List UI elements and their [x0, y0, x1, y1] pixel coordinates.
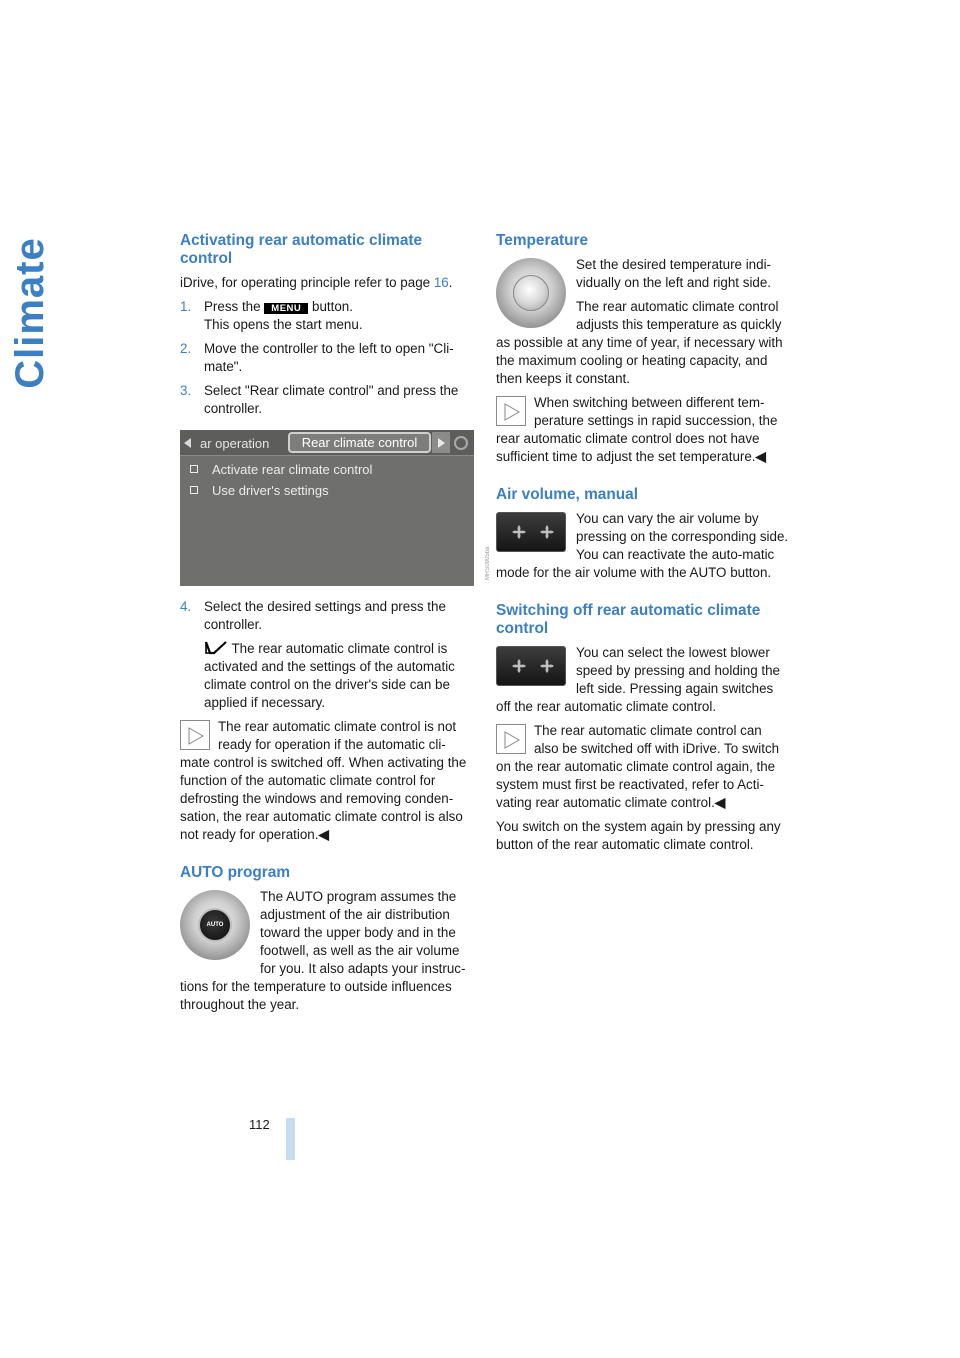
fan-left-icon	[511, 658, 527, 674]
step-number: 1.	[180, 299, 192, 314]
step-number: 4.	[180, 599, 192, 614]
step-number: 3.	[180, 383, 192, 398]
temperature-text-2: The rear automatic climate control adjusts this temperature as quickly as possible at any time of year, if necessary with the maximum cooling or heating capacity, and then keeps it constant.	[496, 299, 783, 386]
temperature-block	[496, 256, 790, 388]
right-column	[496, 232, 790, 860]
temperature-dial-icon	[496, 258, 566, 328]
intro-text: iDrive, for operating principle refer to page	[180, 275, 434, 290]
step-text: Select "Rear climate control" and press the controller.	[204, 383, 459, 416]
idrive-screen	[180, 430, 474, 586]
step-3	[180, 382, 474, 418]
note-arrow-icon	[496, 724, 526, 754]
left-column	[180, 232, 474, 1020]
step-1	[180, 298, 474, 334]
step-text: button.	[308, 299, 353, 314]
auto-dial-image	[180, 890, 250, 960]
step-2	[180, 340, 474, 376]
step-4	[180, 598, 474, 634]
step-text: Press the	[204, 299, 265, 314]
steps-list-cont	[180, 598, 474, 634]
auto-button-label: AUTO	[198, 908, 232, 942]
checkbox-icon	[190, 465, 198, 473]
fan-button-image	[496, 512, 566, 552]
page-bar	[286, 1118, 295, 1160]
temperature-text-1: Set the desired temperature indi-vidually on the left and right side.	[576, 257, 772, 290]
fan-button-icon	[496, 512, 566, 552]
page-number: 112	[249, 1117, 270, 1132]
check-note-text: The rear automatic climate control is activated and the settings of the automatic climate control on the driver's side can be applied if necessary.	[204, 641, 455, 710]
end-mark: ◀	[755, 449, 766, 464]
dial-inner	[513, 275, 549, 311]
fan-left-icon	[511, 524, 527, 540]
option-label: Use driver's settings	[212, 483, 329, 498]
image-code: MRS0905ba	[485, 546, 491, 580]
fan-button-image	[496, 646, 566, 686]
screen-option-drivers[interactable]	[190, 482, 329, 500]
note-temperature	[496, 394, 790, 466]
screen-tab-prev[interactable]: ar operation	[200, 436, 270, 451]
heading-temperature: Temperature	[496, 232, 589, 249]
page-link[interactable]: 16	[433, 275, 449, 290]
note-switch-off	[496, 722, 790, 812]
switch-on-again-text: You switch on the system again by pressing any button of the rear automatic climate control.	[496, 819, 781, 852]
heading-air-volume: Air volume, manual	[496, 486, 638, 503]
intro-suffix: .	[448, 275, 453, 290]
air-volume-block	[496, 510, 790, 582]
arrow-right-icon[interactable]	[438, 438, 445, 448]
note-arrow-icon	[496, 396, 526, 426]
switch-off-text: You can select the lowest blower speed by pressing and holding the left side. Pressing again switches off the rear automatic climate control.	[496, 645, 780, 714]
heading-auto: AUTO program	[180, 864, 291, 881]
intro-paragraph	[180, 274, 474, 292]
note-not-ready	[180, 718, 474, 844]
checkmark-icon	[204, 641, 228, 655]
note-text: The rear automatic climate control is not ready for operation if the automatic cli-mate control is switched off. When activating the function of the automatic climate control for defrosting the windows and removing conden-sation, the rear automatic climate control is also not ready for operation.	[180, 719, 467, 842]
note-text: When switching between different tem-perature settings in rapid succession, the rear automatic climate control does not have sufficient time to adjust the set temperature.	[496, 395, 778, 464]
fan-button-icon	[496, 646, 566, 686]
menu-key-icon: MENU	[264, 303, 308, 314]
temperature-dial-image	[496, 258, 566, 328]
controller-icon	[454, 436, 468, 450]
auto-block	[180, 888, 474, 1014]
step-text: This opens the start menu.	[204, 317, 363, 332]
steps-list	[180, 298, 474, 418]
air-volume-text: You can vary the air volume by pressing on the corresponding side. You can reactivate the auto-matic mode for the air volume with the AUTO button.	[496, 511, 789, 580]
step-number: 2.	[180, 341, 192, 356]
check-note	[180, 640, 474, 712]
auto-dial-icon	[180, 890, 250, 960]
fan-right-icon	[539, 658, 555, 674]
switch-off-block	[496, 644, 790, 716]
option-label: Activate rear climate control	[212, 462, 373, 477]
auto-text: The AUTO program assumes the adjustment of the air distribution toward the upper body and in the footwell, as well as the air volume for you. It also adapts your instruc-tions for the temperature to outside influences throughout the year.	[180, 889, 466, 1012]
heading-switch-off: Switching off rear automatic climate control	[496, 602, 761, 637]
step-text: Select the desired settings and press the controller.	[204, 599, 446, 632]
screen-option-activate[interactable]	[190, 461, 372, 479]
checkbox-icon	[190, 486, 198, 494]
note-text: The rear automatic climate control can also be switched off with iDrive. To switch on the rear automatic climate control again, the system must first be reactivated, refer to Acti-vating rear automatic climate control.	[496, 723, 780, 810]
fan-right-icon	[539, 524, 555, 540]
end-mark: ◀	[714, 795, 726, 810]
note-arrow-icon	[180, 720, 210, 750]
section-tab	[0, 228, 60, 398]
end-mark: ◀	[318, 827, 329, 842]
section-title: Climate	[8, 237, 52, 389]
arrow-left-icon[interactable]	[184, 438, 191, 448]
step-text: Move the controller to the left to open "Cli-mate".	[204, 341, 454, 374]
screen-tab-current[interactable]: Rear climate control	[288, 432, 431, 453]
heading-activate: Activating rear automatic climate control	[180, 232, 423, 267]
